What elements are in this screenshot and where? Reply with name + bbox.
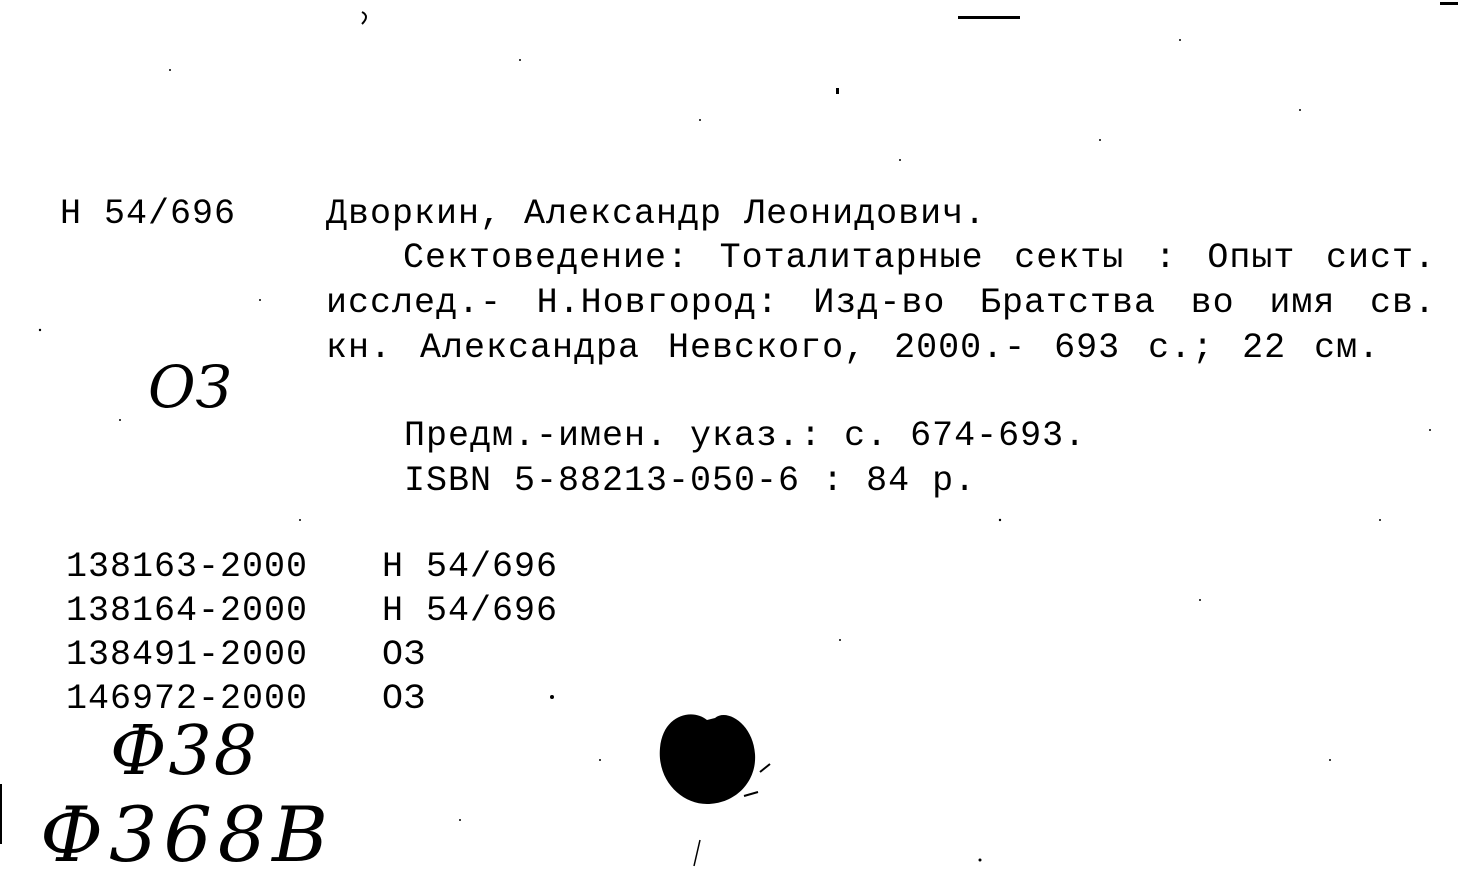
inventory-location: ОЗ <box>382 635 427 675</box>
inventory-number: 138491-2000 <box>66 635 309 675</box>
inventory-number: 146972-2000 <box>66 679 309 719</box>
inventory-table <box>66 545 558 721</box>
table-row <box>66 545 558 589</box>
shelf-mark: Н 54/696 <box>60 194 237 234</box>
table-row <box>66 633 558 677</box>
bibliographic-description: Сектоведение: Тоталитарные секты : Опыт сист. исслед.- Н.Новгород: Изд-во Братства во имя св. кн. Александра Невского, 2000.- 693 с.; 22 см. <box>326 238 1436 368</box>
table-row <box>66 589 558 633</box>
handwritten-mark: ОЗ <box>148 353 232 421</box>
inventory-location: ОЗ <box>382 679 427 719</box>
inventory-number: 138163-2000 <box>66 547 309 587</box>
author-heading: Дворкин, Александр Леонидович. <box>326 194 987 234</box>
inventory-location: Н 54/696 <box>382 591 559 631</box>
punch-hole <box>657 710 757 806</box>
inventory-number: 138164-2000 <box>66 591 309 631</box>
handwritten-line-2: Ф368В <box>40 790 334 879</box>
isbn-line: ISBN 5-88213-050-6 : 84 р. <box>404 461 977 501</box>
inventory-location: Н 54/696 <box>382 547 559 587</box>
handwritten-line-1: Ф38 <box>110 712 259 791</box>
index-note: Предм.-имен. указ.: с. 674-693. <box>404 416 1087 456</box>
